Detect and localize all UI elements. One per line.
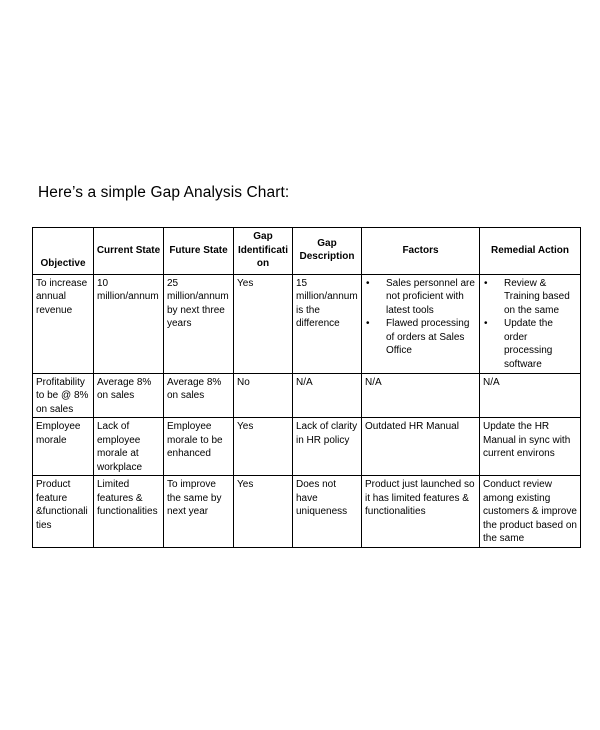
cell-factors: N/A	[362, 373, 480, 418]
table-row	[33, 373, 581, 418]
cell-current-state: Average 8% on sales	[94, 373, 164, 418]
cell-future-state: Employee morale to be enhanced	[164, 418, 234, 476]
cell-gap-description: Lack of clarity in HR policy	[293, 418, 362, 476]
table-row	[33, 274, 581, 373]
cell-factors	[362, 274, 480, 373]
header-factors: Factors	[362, 228, 480, 275]
header-future-state: Future State	[164, 228, 234, 275]
cell-factors: Outdated HR Manual	[362, 418, 480, 476]
cell-gap-identification: Yes	[234, 274, 293, 373]
table-row	[33, 418, 581, 476]
table-header-row	[33, 228, 581, 275]
cell-objective: Profitability to be @ 8% on sales	[33, 373, 94, 418]
cell-objective: Product feature &functionalities	[33, 476, 94, 548]
cell-remedial-action	[480, 274, 581, 373]
header-gap-identification: Gap Identification	[234, 228, 293, 275]
cell-gap-identification: Yes	[234, 476, 293, 548]
cell-gap-description: N/A	[293, 373, 362, 418]
cell-gap-identification: Yes	[234, 418, 293, 476]
cell-current-state: 10 million/annum	[94, 274, 164, 373]
intro-text: Here’s a simple Gap Analysis Chart:	[38, 184, 290, 201]
cell-factors: Product just launched so it has limited features & functionalities	[362, 476, 480, 548]
table-row	[33, 476, 581, 548]
factors-list	[365, 277, 476, 358]
gap-analysis-table	[32, 227, 581, 548]
cell-gap-description: Does not have uniqueness	[293, 476, 362, 548]
header-gap-description: Gap Description	[293, 228, 362, 275]
list-item: • Sales personnel are not proficient with latest tools	[365, 277, 476, 318]
cell-current-state: Lack of employee morale at workplace	[94, 418, 164, 476]
cell-current-state: Limited features & functionalities	[94, 476, 164, 548]
list-item: • Flawed processing of orders at Sales Office	[365, 317, 476, 358]
header-remedial-action: Remedial Action	[480, 228, 581, 275]
list-item: • Update the order processing software	[483, 317, 577, 371]
cell-objective: Employee morale	[33, 418, 94, 476]
cell-gap-identification: No	[234, 373, 293, 418]
list-item: • Review & Training based on the same	[483, 277, 577, 318]
cell-gap-description: 15 million/annum is the difference	[293, 274, 362, 373]
cell-future-state: Average 8% on sales	[164, 373, 234, 418]
cell-remedial-action: N/A	[480, 373, 581, 418]
cell-remedial-action: Conduct review among existing customers & improve the product based on the same	[480, 476, 581, 548]
remedial-action-list	[483, 277, 577, 372]
header-objective: Objective	[33, 228, 94, 275]
cell-objective: To increase annual revenue	[33, 274, 94, 373]
header-current-state: Current State	[94, 228, 164, 275]
cell-future-state: 25 million/annum by next three years	[164, 274, 234, 373]
cell-remedial-action: Update the HR Manual in sync with current environs	[480, 418, 581, 476]
cell-future-state: To improve the same by next year	[164, 476, 234, 548]
